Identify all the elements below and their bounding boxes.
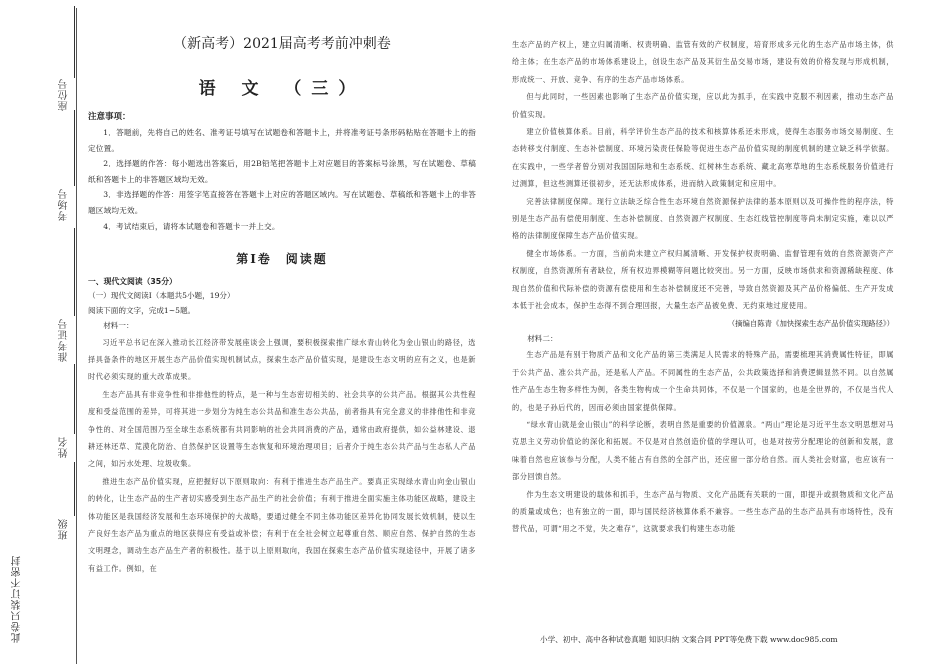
- notice-item: 3．非选择题的作答：用签字笔直接答在答题卡上对应的答题区域内。写在试题卷、草稿纸和答题卡上的非答题区域均无效。: [88, 190, 476, 215]
- material-one-paragraph: 生态产品具有非竞争性和非排他性的特点，是一种与生态密切相关的、社会共享的公共产品。根据其公共性程度和受益范围的差异，可将其进一步划分为纯生态公共品和准生态公共品，前者指具有完全意义的非排他性和非竞争性的、对全国范围乃至全球生态系统都有共同影响的社会共同消费的产品，通常由政府提供，如公益林建设、退耕还林还草、荒漠化防治、自然保护区设置等生态恢复和环境治理项目；后者介于纯生态公共产品与生态私人产品之间，如污水处理、垃圾收集。: [88, 389, 476, 469]
- notice-item: 1．答题前，先将自己的姓名、准考证号填写在试题卷和答题卡上，并将准考证号条形码粘贴在答题卡上的指定位置。: [88, 128, 476, 153]
- binding-line: [76, 8, 77, 664]
- material-one-paragraph: 健全市场体系。一方面，当前尚未建立产权归属清晰、开发保护权责明确、监督管理有效的自然资源资产产权制度，自然资源所有者缺位，所有权边界模糊等问题比较突出。另一方面，反映市场供求和资源稀缺程度、体现自然价值和代际补偿的资源有偿使用和生态补偿制度还不完善，导致自然资源及其产品价格偏低、生产开发成本低于社会成本，保护生态得不到合理回报，大量生态产品被免费、无约束地过度使用。: [512, 248, 894, 311]
- section-heading: 一、现代文阅读（35分）: [88, 277, 177, 287]
- exam-room-label: 考场号: [59, 188, 70, 221]
- left-column: [88, 20, 476, 577]
- page-footer: 小学、初中、高中各种试卷真题 知识归纳 文案合同 PPT等免费下载 www.doc985.com: [540, 635, 838, 644]
- name-underline: [74, 364, 75, 434]
- admission-no-underline: [74, 228, 75, 316]
- subject-title: 语 文 （三）: [198, 79, 366, 99]
- seat-no-underline: [74, 6, 75, 78]
- exam-title: （新高考）2021届高考考前冲刺卷: [173, 36, 391, 52]
- material-one-paragraph: 习近平总书记在深入推动长江经济带发展座谈会上强调，要积极探索推广绿水青山转化为金山银山的路径，选择具备条件的地区开展生态产品价值实现机制试点，探索生态产品价值实现，是建设生态文明的应有之义，也是新时代必须实现的重大改革成果。: [88, 337, 476, 382]
- material-one-paragraph: 但与此同时，一些因素也影响了生态产品价值实现，应以此为抓手，在实践中克服不利因素，推动生态产品价值实现。: [512, 92, 894, 119]
- class-label: 班级: [59, 518, 70, 540]
- subsection-heading: （一）现代文阅读Ⅰ（本题共5小题，19分）: [88, 291, 235, 301]
- material-one-label: 材料一：: [103, 320, 134, 330]
- source-citation: （摘编自陈青《加快探索生态产品价值实现路径》）: [727, 318, 894, 328]
- material-one-paragraph: 建立价值核算体系。目前，科学评价生态产品的技术和核算体系还未形成，使得生态服务市场交易制度、生态转移支付制度、生态补偿制度、环境污染责任保险等促进生态产品价值实现的制度机制的建立缺乏科学依据。在实践中，一些学者曾分别对我国国际地和生态系统、红树林生态系统、藏北高寒草地的生态系统服务价值进行过测算，但这些测算还很初步，还无法形成体系，进而纳入政策制定和应用中。: [512, 127, 894, 189]
- notice-item: 2．选择题的作答：每小题选出答案后，用2B铅笔把答题卡上对应题目的答案标号涂黑，写在试题卷、草稿纸和答题卡上的非答题区域均无效。: [88, 159, 476, 184]
- material-two-paragraph: 作为生态文明建设的载体和抓手，生态产品与物质、文化产品既有关联的一面，即提升或损物质和文化产品的质量或成色；也有独立的一面，即与国民经济核算体系不兼容。一些生态产品的生态产品具有市场特性，没有替代品，可谓“用之不觉，失之难存”，这就要求我们构建生态功能: [512, 489, 894, 534]
- material-one-paragraph: 生态产品的产权上，建立归属清晰、权责明确、监管有效的产权制度，培育形成多元化的生态产品市场主体，供给主体；在生态产品的市场体系建设上，创设生态产品及其衍生品交易市场，建设有效的价格发现与形成机制，形成统一、开放、竞争、有序的生态产品市场体系。: [512, 40, 894, 84]
- material-two-label: 材料二：: [527, 333, 558, 343]
- reading-instruction: 阅读下面的文字，完成1~5题。: [88, 305, 196, 315]
- class-underline: [74, 462, 75, 516]
- exam-room-underline: [74, 110, 75, 186]
- seal-note: 此卷只装订不密封: [12, 555, 23, 643]
- notice-heading: 注意事项：: [88, 112, 131, 122]
- seat-no-label: 座位号: [59, 78, 70, 111]
- material-two-paragraph: “绿水青山就是金山银山”的科学论断，表明自然是重要的价值源泉。“两山”理论是习近平生态文明思想对马克思主义劳动价值论的深化和拓展。不仅是对自然创造价值的学理认可，也是对按劳分配理论的创新和发展，意味着自然也应该参与分配，人类不能占有自然的全部产出，还应留一部分给自然。而人类社会财富，也应该有一部分回馈自然。: [512, 419, 894, 482]
- material-two-paragraph: 生态产品是有别于物质产品和文化产品的第三类满足人民需求的特殊产品，需要梳理其消费属性特征，即属于公共产品、准公共产品，还是私人产品。不同属性的生态产品，公共政策选择和消费逻辑显然不同。以自然属性产品生态生物多样性为例，各类生物构成一个生命共同体，不仅是一个国家的，也是全世界的，不仅是当代人的，也是子孙后代的，因而必须由国家提供保障。: [512, 350, 894, 412]
- material-one-paragraph: 推进生态产品价值实现，应把握好以下原则取向：有利于推进生态产品生产。要真正实现绿水青山向金山银山的转化，让生态产品的生产者切实感受到生态产品生产的社会价值；有利于推进全面实施主体功能区战略，建设主体功能区是我国经济发展和生态环境保护的大战略，要通过健全不同主体功能区差异化协同发展长效机制，使以生产良好生态产品为重点的地区获得应有受益或补偿；有利于在全社会树立起尊重自然、顺应自然、保护自然的生态文明理念，调动生态产品生产者的积极性。基于以上原则取向，我国在探索生态产品价值实现途径中，开展了诸多有益工作。例如，在: [88, 476, 476, 573]
- part-heading: 第Ⅰ卷 阅读题: [236, 252, 328, 267]
- material-one-paragraph: 完善法律制度保障。现行立法缺乏综合性生态环境自然资源保护法律的基本原则以及可操作性的程序法，特别是生态产品有偿使用制度、生态补偿制度、自然资源产权制度、生态红线管控制度等尚未制定实施，难以以严格的法律制度保障生态产品价值实现。: [512, 196, 894, 241]
- name-label: 姓名: [59, 436, 70, 458]
- admission-no-label: 准考证号: [59, 318, 70, 362]
- binding-margin: [0, 0, 88, 672]
- right-column: [512, 36, 894, 538]
- notice-item: 4．考试结束后，请将本试题卷和答题卡一并上交。: [103, 221, 280, 231]
